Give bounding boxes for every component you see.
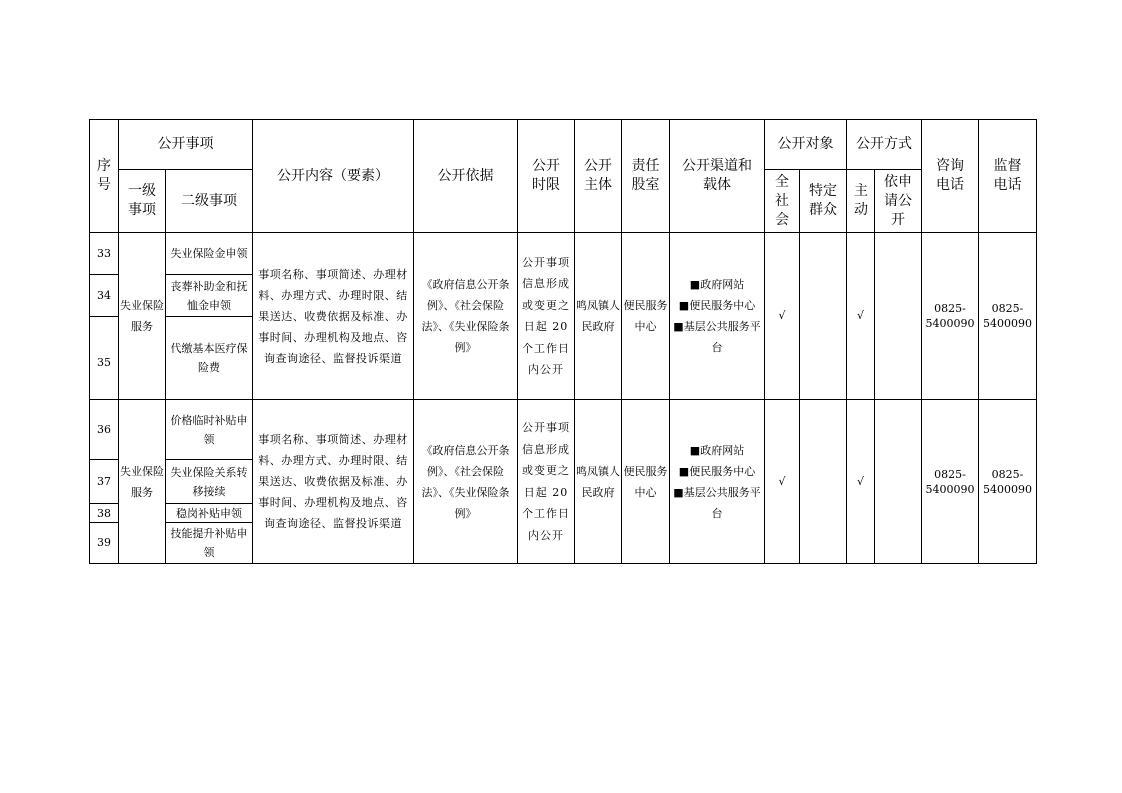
header-row-1 <box>90 120 1037 170</box>
row-seq: 35 <box>90 317 119 400</box>
channel-item: ■基层公共服务平台 <box>673 485 761 520</box>
content-cell: 事项名称、事项简述、办理材料、办理方式、办理时限、结果送达、收费依据及标准、办事时间、办理机构及地点、咨询查询途径、监督投诉渠道 <box>253 400 414 564</box>
header-basis: 公开依据 <box>414 120 518 233</box>
header-method: 公开方式 <box>847 120 922 170</box>
header-channel: 公开渠道和载体 <box>670 120 765 233</box>
consult-phone-cell: 0825-5400090 <box>922 400 979 564</box>
header-seq: 序号 <box>90 120 119 233</box>
category-cell: 失业保险服务 <box>119 400 166 564</box>
sub-item: 技能提升补贴申领 <box>166 523 253 564</box>
header-content: 公开内容（要素） <box>253 120 414 233</box>
header-office: 责任股室 <box>622 120 670 233</box>
channel-item: ■便民服务中心 <box>678 464 756 478</box>
channel-item: ■政府网站 <box>689 443 745 457</box>
method-apply-check <box>875 233 922 400</box>
basis-cell: 《政府信息公开条例》、《社会保险法》、《失业保险条例》 <box>414 400 518 564</box>
time-limit-cell: 公开事项信息形成或变更之日起 20 个工作日内公开 <box>518 400 575 564</box>
header-target-specific: 特定群众 <box>800 170 847 233</box>
target-specific-check <box>800 233 847 400</box>
subject-cell: 鸣凤镇人民政府 <box>575 233 622 400</box>
header-supervise-phone: 监督电话 <box>979 120 1037 233</box>
basis-cell: 《政府信息公开条例》、《社会保险法》、《失业保险条例》 <box>414 233 518 400</box>
channel-item: ■便民服务中心 <box>678 299 756 312</box>
consult-phone-cell: 0825-5400090 <box>922 233 979 400</box>
header-level1: 一级事项 <box>119 170 166 233</box>
header-target-all: 全社会 <box>765 170 800 233</box>
table-row <box>90 233 1037 275</box>
channel-cell <box>670 400 765 564</box>
content-cell: 事项名称、事项简述、办理材料、办理方式、办理时限、结果送达、收费依据及标准、办事时间、办理机构及地点、咨询查询途径、监督投诉渠道 <box>253 233 414 400</box>
target-all-check: √ <box>765 400 800 564</box>
office-cell: 便民服务中心 <box>622 400 670 564</box>
row-seq: 34 <box>90 275 119 317</box>
row-seq: 38 <box>90 504 119 523</box>
time-limit-cell: 公开事项信息形成或变更之日起 20 个工作日内公开 <box>518 233 575 400</box>
subject-cell: 鸣凤镇人民政府 <box>575 400 622 564</box>
header-consult-phone: 咨询电话 <box>922 120 979 233</box>
target-all-check: √ <box>765 233 800 400</box>
method-apply-check <box>875 400 922 564</box>
method-active-check: √ <box>847 233 875 400</box>
supervise-phone-cell: 0825-5400090 <box>979 400 1037 564</box>
row-seq: 33 <box>90 233 119 275</box>
header-method-active: 主动 <box>847 170 875 233</box>
header-items: 公开事项 <box>119 120 253 170</box>
table-row <box>90 400 1037 460</box>
channel-cell <box>670 233 765 400</box>
header-method-apply: 依申请公开 <box>875 170 922 233</box>
channel-item: ■政府网站 <box>689 278 745 291</box>
disclosure-table <box>89 119 1037 564</box>
sub-item: 价格临时补贴申领 <box>166 400 253 460</box>
row-seq: 37 <box>90 460 119 504</box>
header-time-limit: 公开时限 <box>518 120 575 233</box>
method-active-check: √ <box>847 400 875 564</box>
sub-item: 失业保险金申领 <box>166 233 253 275</box>
sub-item: 稳岗补贴申领 <box>166 504 253 523</box>
category-cell: 失业保险服务 <box>119 233 166 400</box>
header-subject: 公开主体 <box>575 120 622 233</box>
target-specific-check <box>800 400 847 564</box>
sub-item: 丧葬补助金和抚恤金申领 <box>166 275 253 317</box>
supervise-phone-cell: 0825-5400090 <box>979 233 1037 400</box>
channel-item: ■基层公共服务平台 <box>673 320 761 354</box>
sub-item: 失业保险关系转移接续 <box>166 460 253 504</box>
row-seq: 39 <box>90 523 119 564</box>
office-cell: 便民服务中心 <box>622 233 670 400</box>
header-level2: 二级事项 <box>166 170 253 233</box>
row-seq: 36 <box>90 400 119 460</box>
sub-item: 代缴基本医疗保险费 <box>166 317 253 400</box>
header-target: 公开对象 <box>765 120 847 170</box>
